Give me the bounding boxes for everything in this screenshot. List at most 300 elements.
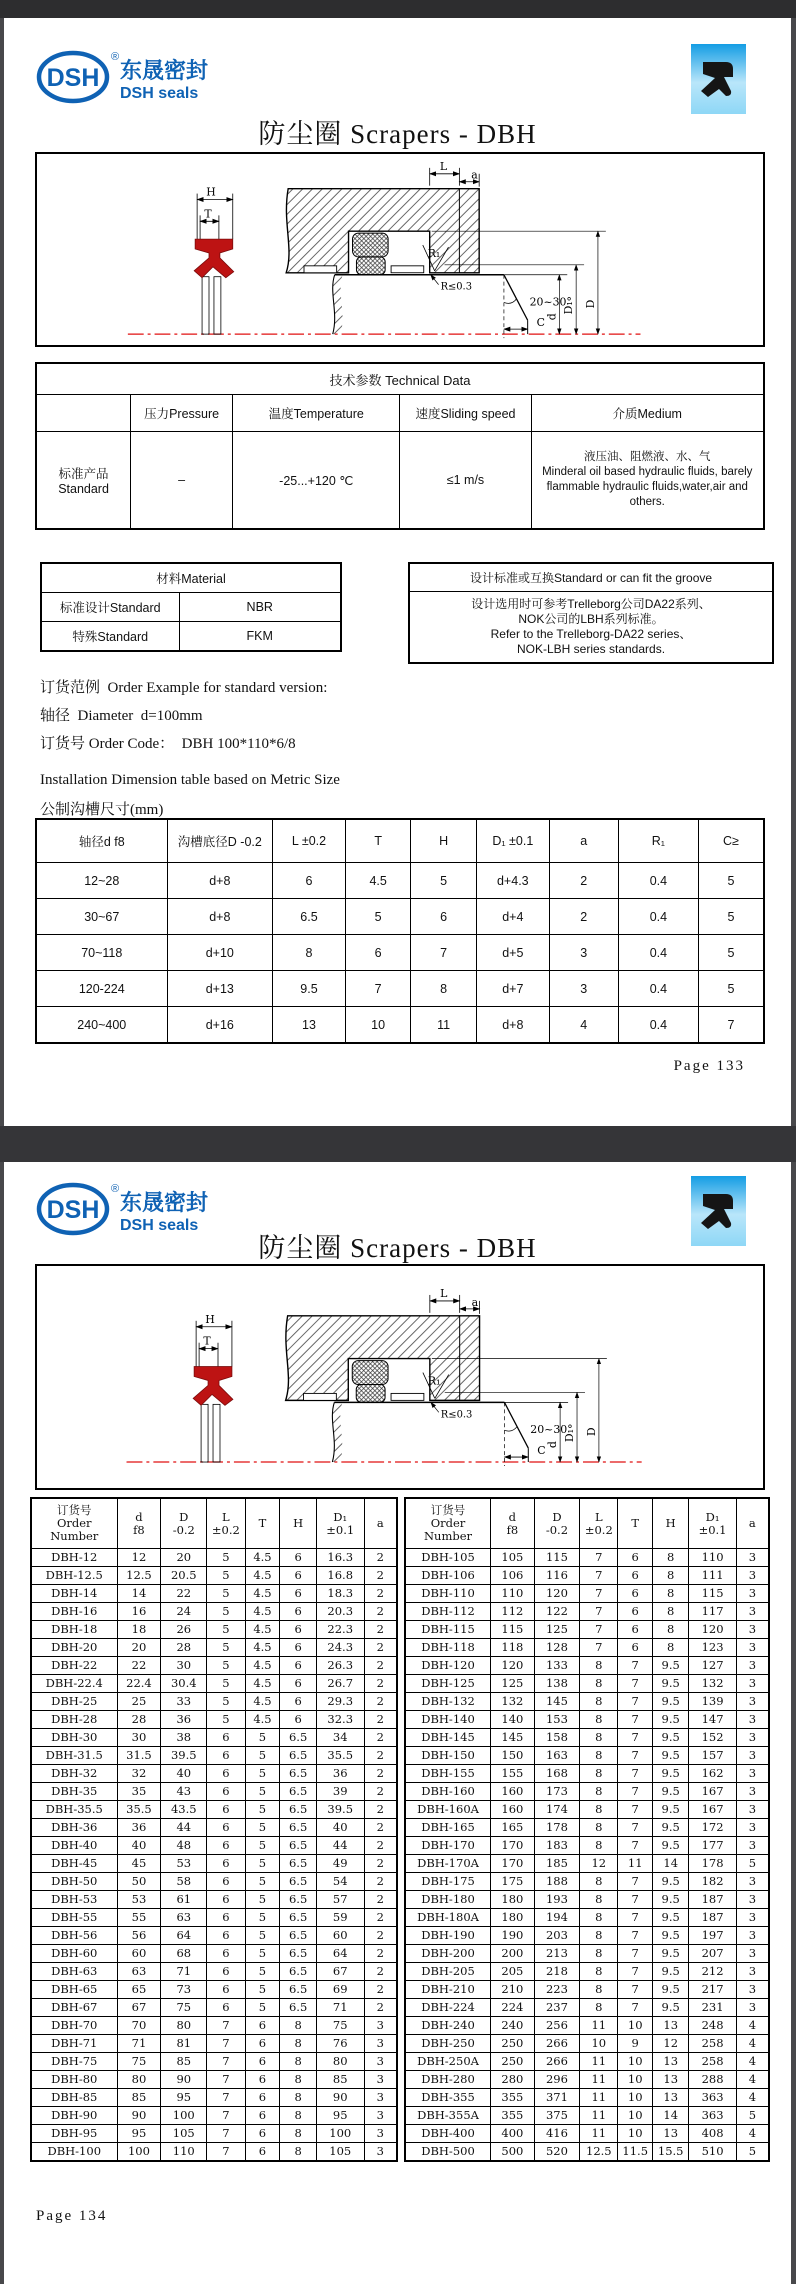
- table-cell: 408: [689, 2125, 736, 2143]
- table-row: [405, 1567, 769, 1585]
- table-cell: 13: [653, 2089, 689, 2107]
- table-cell: 10: [618, 2053, 653, 2071]
- table-cell: 3: [736, 1891, 769, 1909]
- page-divider: [0, 1126, 796, 1162]
- table-cell: 8: [411, 971, 477, 1007]
- table-cell: 8: [580, 1765, 618, 1783]
- table-cell: 5: [207, 1567, 245, 1585]
- table-cell: DBH-18: [31, 1621, 117, 1639]
- table-cell: 50: [117, 1873, 161, 1891]
- table-cell: 7: [618, 1783, 653, 1801]
- table-row: [36, 863, 764, 899]
- table-cell: 6.5: [280, 1981, 317, 1999]
- table-cell: d+8: [167, 863, 273, 899]
- table-cell: d+8: [167, 899, 273, 935]
- table-cell: 8: [580, 1693, 618, 1711]
- table-cell: 75: [117, 2053, 161, 2071]
- table-cell: 8: [580, 1909, 618, 1927]
- table-row: [31, 1639, 397, 1657]
- table-cell: DBH-170: [405, 1837, 491, 1855]
- table-cell: 2: [364, 1711, 397, 1729]
- table-row: [31, 1873, 397, 1891]
- column-header: 介质Medium: [531, 395, 764, 432]
- table-cell: 特殊Standard: [41, 622, 179, 652]
- table-cell: 13: [653, 2071, 689, 2089]
- table-cell: DBH-180A: [405, 1909, 491, 1927]
- table-cell: 12: [653, 2035, 689, 2053]
- table-cell: 43.5: [161, 1801, 207, 1819]
- row-label-en: Standard: [58, 482, 109, 496]
- table-cell: 8: [580, 1927, 618, 1945]
- table-cell: DBH-132: [405, 1693, 491, 1711]
- table-cell: 174: [534, 1801, 580, 1819]
- table-cell: 5: [207, 1621, 245, 1639]
- table-cell: 28: [161, 1639, 207, 1657]
- table-cell: 10: [618, 2071, 653, 2089]
- table-cell: 39: [316, 1783, 364, 1801]
- table-cell: 5: [245, 1873, 280, 1891]
- table-cell: 7: [618, 1801, 653, 1819]
- table-cell: 7: [207, 2035, 245, 2053]
- table-cell: 8: [653, 1603, 689, 1621]
- table-cell: 8: [580, 1981, 618, 1999]
- table-cell: 9.5: [653, 1729, 689, 1747]
- table-cell: 163: [534, 1747, 580, 1765]
- table-cell: 6: [618, 1621, 653, 1639]
- table-cell: 157: [689, 1747, 736, 1765]
- column-header: d f8: [491, 1498, 535, 1549]
- table-cell: 30~67: [36, 899, 167, 935]
- row-label: [36, 432, 131, 530]
- table-cell: 138: [534, 1675, 580, 1693]
- table-cell: 70~118: [36, 935, 167, 971]
- column-header: C≥: [698, 819, 764, 863]
- table-cell: 9.5: [653, 1765, 689, 1783]
- table-cell: 10: [618, 2107, 653, 2125]
- table-cell: 8: [653, 1621, 689, 1639]
- table-row: [31, 2107, 397, 2125]
- table-cell: 6: [280, 1693, 317, 1711]
- table-cell: DBH-32: [31, 1765, 117, 1783]
- table-cell: 6: [280, 1711, 317, 1729]
- table-row: [31, 2053, 397, 2071]
- table-cell: 4.5: [245, 1657, 280, 1675]
- table-cell: 3: [736, 1873, 769, 1891]
- table-cell: 3: [364, 2035, 397, 2053]
- column-header: 订货号 Order Number: [31, 1498, 117, 1549]
- table-cell: 8: [580, 1711, 618, 1729]
- table-cell: 39.5: [161, 1747, 207, 1765]
- table-cell: 4: [736, 2017, 769, 2035]
- table-cell: DBH-155: [405, 1765, 491, 1783]
- table-cell: 510: [689, 2143, 736, 2162]
- table-cell: 6: [207, 1891, 245, 1909]
- table-cell: 133: [534, 1657, 580, 1675]
- table-cell: 8: [580, 1837, 618, 1855]
- table-cell: 115: [689, 1585, 736, 1603]
- table-cell: 9.5: [653, 1873, 689, 1891]
- column-header: T: [345, 819, 411, 863]
- table-cell: 4: [736, 2089, 769, 2107]
- table-cell: DBH-45: [31, 1855, 117, 1873]
- table-cell: 6.5: [280, 1963, 317, 1981]
- table-cell: DBH-20: [31, 1639, 117, 1657]
- table-row: [31, 1999, 397, 2017]
- table-cell: DBH-190: [405, 1927, 491, 1945]
- table-cell: 18: [117, 1621, 161, 1639]
- table-cell: 85: [161, 2053, 207, 2071]
- table-row: [405, 2035, 769, 2053]
- table-cell: 8: [280, 2125, 317, 2143]
- page-number: Page 133: [673, 1058, 745, 1074]
- table-cell: 90: [161, 2071, 207, 2089]
- table-cell: 63: [117, 1963, 161, 1981]
- table-cell: 256: [534, 2017, 580, 2035]
- table-row: [31, 1747, 397, 1765]
- table-cell: 120: [689, 1621, 736, 1639]
- table-cell: 6: [207, 1783, 245, 1801]
- table-cell: 180: [491, 1909, 535, 1927]
- column-header: H: [411, 819, 477, 863]
- table-cell: DBH-14: [31, 1585, 117, 1603]
- table-cell: 7: [618, 1657, 653, 1675]
- table-cell: 90: [316, 2089, 364, 2107]
- table-cell: 6: [245, 2089, 280, 2107]
- seal-profile-icon: [691, 44, 746, 114]
- table-cell: 3: [364, 2053, 397, 2071]
- table-cell: 0.4: [618, 971, 698, 1007]
- table-cell: 30: [161, 1657, 207, 1675]
- table-cell: 9.5: [653, 1963, 689, 1981]
- table-cell: 5: [207, 1675, 245, 1693]
- table-cell: 24: [161, 1603, 207, 1621]
- table-cell: 7: [618, 1675, 653, 1693]
- order-example-line: 订货范例 Order Example for standard version:: [40, 680, 328, 696]
- table-cell: 5: [207, 1639, 245, 1657]
- table-cell: 95: [161, 2089, 207, 2107]
- table-cell: 6: [245, 2035, 280, 2053]
- table-cell: 11: [411, 1007, 477, 1044]
- table-cell: 8: [580, 1891, 618, 1909]
- material-title: 材料Material: [41, 563, 341, 593]
- table-cell: 4.5: [245, 1639, 280, 1657]
- table-row: [405, 1981, 769, 1999]
- table-cell: 35.5: [117, 1801, 161, 1819]
- table-cell: 3: [736, 1675, 769, 1693]
- table-cell: 85: [316, 2071, 364, 2089]
- table-cell: 2: [364, 1567, 397, 1585]
- table-cell: 30.4: [161, 1675, 207, 1693]
- table-cell: 175: [491, 1873, 535, 1891]
- table-cell: 7: [207, 2143, 245, 2162]
- table-cell: 105: [491, 1549, 535, 1567]
- table-row: [31, 1729, 397, 1747]
- table-cell: 224: [491, 1999, 535, 2017]
- table-cell: 13: [653, 2053, 689, 2071]
- table-cell: 416: [534, 2125, 580, 2143]
- table-cell: 14: [653, 2107, 689, 2125]
- table-cell: 6.5: [280, 1801, 317, 1819]
- table-cell: DBH-35.5: [31, 1801, 117, 1819]
- table-cell: 2: [364, 1891, 397, 1909]
- table-cell: 9.5: [653, 1783, 689, 1801]
- table-cell: 3: [736, 1549, 769, 1567]
- table-cell: 6.5: [280, 1909, 317, 1927]
- column-header: D -0.2: [161, 1498, 207, 1549]
- table-cell: DBH-175: [405, 1873, 491, 1891]
- table-cell: 59: [316, 1909, 364, 1927]
- table-row: [405, 1855, 769, 1873]
- table-cell: 7: [580, 1621, 618, 1639]
- table-cell: 500: [491, 2143, 535, 2162]
- table-cell: 212: [689, 1963, 736, 1981]
- table-cell: 7: [618, 1945, 653, 1963]
- table-cell: 32.3: [316, 1711, 364, 1729]
- table-cell: 2: [364, 1855, 397, 1873]
- table-cell: 6: [280, 1675, 317, 1693]
- table-cell: 3: [549, 971, 618, 1007]
- table-cell: 4.5: [245, 1585, 280, 1603]
- table-cell: 35.5: [316, 1747, 364, 1765]
- table-cell: 6: [207, 1909, 245, 1927]
- table-row: [405, 2071, 769, 2089]
- table-cell: 2: [364, 1765, 397, 1783]
- table-row: [31, 2125, 397, 2143]
- table-cell: DBH-170A: [405, 1855, 491, 1873]
- table-row: [405, 1657, 769, 1675]
- table-cell: 8: [580, 1963, 618, 1981]
- table-cell: 4: [549, 1007, 618, 1044]
- table-cell: 8: [280, 2035, 317, 2053]
- table-cell: 26.7: [316, 1675, 364, 1693]
- table-cell: 7: [618, 1729, 653, 1747]
- tech-data-table: [35, 362, 765, 530]
- table-row: [31, 1765, 397, 1783]
- table-cell: 7: [618, 1747, 653, 1765]
- table-cell: 8: [580, 1801, 618, 1819]
- table-cell: 12: [580, 1855, 618, 1873]
- table-cell: DBH-85: [31, 2089, 117, 2107]
- table-cell: 3: [736, 1585, 769, 1603]
- table-cell: DBH-35: [31, 1783, 117, 1801]
- table-cell: 20.5: [161, 1567, 207, 1585]
- table-row: [405, 1585, 769, 1603]
- logo-text-cn: 东晟密封: [120, 58, 209, 83]
- table-cell: 355: [491, 2107, 535, 2125]
- table-row: [36, 1007, 764, 1044]
- table-cell: 22: [161, 1585, 207, 1603]
- table-cell: 240: [491, 2017, 535, 2035]
- table-cell: 0.4: [618, 1007, 698, 1044]
- table-cell: 3: [736, 1909, 769, 1927]
- table-cell: 3: [736, 1639, 769, 1657]
- table-cell: 10: [618, 2125, 653, 2143]
- table-cell: 28: [117, 1711, 161, 1729]
- table-cell: 3: [364, 2143, 397, 2162]
- table-cell: 7: [207, 2071, 245, 2089]
- table-row: [31, 1567, 397, 1585]
- table-row: [405, 1963, 769, 1981]
- table-cell: 7: [698, 1007, 764, 1044]
- table-row: [31, 1675, 397, 1693]
- table-cell: 178: [689, 1855, 736, 1873]
- table-cell: 3: [736, 1819, 769, 1837]
- table-row: [405, 2125, 769, 2143]
- table-cell: 44: [161, 1819, 207, 1837]
- table-cell: 2: [364, 1999, 397, 2017]
- table-cell: 9.5: [653, 1927, 689, 1945]
- table-row: [405, 1927, 769, 1945]
- table-cell: 6: [207, 1765, 245, 1783]
- column-header: D₁ ±0.1: [316, 1498, 364, 1549]
- table-cell: 58: [161, 1873, 207, 1891]
- table-cell: 7: [618, 1819, 653, 1837]
- table-cell: 178: [534, 1819, 580, 1837]
- table-cell: 10: [618, 2089, 653, 2107]
- table-cell: 45: [117, 1855, 161, 1873]
- table-cell: 248: [689, 2017, 736, 2035]
- table-cell: DBH-53: [31, 1891, 117, 1909]
- table-cell: 3: [736, 1963, 769, 1981]
- table-cell: 152: [689, 1729, 736, 1747]
- table-cell: 25: [117, 1693, 161, 1711]
- table-cell: 6.5: [280, 1765, 317, 1783]
- table-cell: 140: [491, 1711, 535, 1729]
- technical-drawing: [35, 1264, 765, 1490]
- size-table-left: [30, 1497, 398, 2162]
- table-cell: 71: [316, 1999, 364, 2017]
- order-example-line: 订货号 Order Code： DBH 100*110*6/8: [40, 736, 296, 752]
- table-cell: 280: [491, 2071, 535, 2089]
- table-cell: 110: [491, 1585, 535, 1603]
- table-cell: 400: [491, 2125, 535, 2143]
- table-row: [405, 1891, 769, 1909]
- table-cell: 12.5: [117, 1567, 161, 1585]
- table-row: [405, 1999, 769, 2017]
- table-cell: DBH-30: [31, 1729, 117, 1747]
- table-cell: 29.3: [316, 1693, 364, 1711]
- table-cell: 355: [491, 2089, 535, 2107]
- table-cell: 100: [316, 2125, 364, 2143]
- table-cell: 40: [117, 1837, 161, 1855]
- table-cell: 标准设计Standard: [41, 593, 179, 622]
- table-cell: 128: [534, 1639, 580, 1657]
- table-cell: 6.5: [280, 1873, 317, 1891]
- table-cell: 4: [736, 2035, 769, 2053]
- table-cell: 6: [280, 1603, 317, 1621]
- table-cell: 11: [580, 2017, 618, 2035]
- table-cell: DBH-100: [31, 2143, 117, 2162]
- page-number: Page 134: [36, 2208, 108, 2224]
- table-row: [36, 935, 764, 971]
- table-cell: 5: [698, 935, 764, 971]
- table-cell: 6: [207, 1927, 245, 1945]
- table-cell: 53: [161, 1855, 207, 1873]
- table-cell: 3: [736, 1567, 769, 1585]
- table-row: [405, 1765, 769, 1783]
- table-cell: 55: [117, 1909, 161, 1927]
- table-cell: 7: [345, 971, 411, 1007]
- table-cell: 111: [689, 1567, 736, 1585]
- table-cell: 49: [316, 1855, 364, 1873]
- table-cell: DBH-150: [405, 1747, 491, 1765]
- table-cell: 7: [618, 1873, 653, 1891]
- table-cell: 9.5: [653, 1819, 689, 1837]
- metric-unit-label: 公制沟槽尺寸(mm): [40, 802, 164, 818]
- table-cell: DBH-12.5: [31, 1567, 117, 1585]
- standard-text-line: NOK公司的LBH系列标准。: [518, 612, 664, 626]
- table-cell: 6.5: [280, 1783, 317, 1801]
- table-cell: d+7: [476, 971, 549, 1007]
- medium-en: Minderal oil based hydraulic fluids, barely flammable hydraulic fluids,water,air and others.: [542, 466, 753, 508]
- table-cell: 22.3: [316, 1621, 364, 1639]
- table-cell: 6: [207, 1801, 245, 1819]
- table-cell: 13: [653, 2017, 689, 2035]
- table-row: [31, 1819, 397, 1837]
- table-row: [36, 899, 764, 935]
- table-row: [405, 1603, 769, 1621]
- table-cell: 6: [618, 1585, 653, 1603]
- table-row: [31, 1801, 397, 1819]
- table-cell: DBH-75: [31, 2053, 117, 2071]
- table-cell: 5: [207, 1585, 245, 1603]
- table-cell: 187: [689, 1891, 736, 1909]
- standard-title: 设计标准或互换Standard or can fit the groove: [410, 564, 772, 592]
- table-row: [405, 1819, 769, 1837]
- table-cell: 6: [280, 1657, 317, 1675]
- table-cell: 9.5: [653, 1891, 689, 1909]
- table-cell: 2: [364, 1729, 397, 1747]
- table-cell: d+8: [476, 1007, 549, 1044]
- table-cell: 6.5: [280, 1837, 317, 1855]
- logo-text-dsh: DSH: [46, 64, 100, 92]
- table-cell: 185: [534, 1855, 580, 1873]
- table-cell: DBH-22.4: [31, 1675, 117, 1693]
- table-row: [405, 1801, 769, 1819]
- table-row: [31, 1927, 397, 1945]
- table-cell: DBH-50: [31, 1873, 117, 1891]
- table-cell: DBH-160A: [405, 1801, 491, 1819]
- column-header: D₁ ±0.1: [689, 1498, 736, 1549]
- row-label-cn: 标准产品: [58, 467, 109, 481]
- table-cell: 172: [689, 1819, 736, 1837]
- table-cell: 6: [245, 2125, 280, 2143]
- table-cell: DBH-28: [31, 1711, 117, 1729]
- table-row: [31, 1693, 397, 1711]
- table-cell: 73: [161, 1981, 207, 1999]
- table-cell: DBH-70: [31, 2017, 117, 2035]
- table-cell: 110: [689, 1549, 736, 1567]
- table-row: [405, 1729, 769, 1747]
- table-cell: DBH-115: [405, 1621, 491, 1639]
- table-cell: 2: [364, 1675, 397, 1693]
- table-cell: 6.5: [280, 1945, 317, 1963]
- table-cell: 14: [653, 1855, 689, 1873]
- table-cell: 6: [280, 1585, 317, 1603]
- table-cell: 5: [736, 2143, 769, 2162]
- table-cell: 18.3: [316, 1585, 364, 1603]
- table-cell: 5: [698, 863, 764, 899]
- table-cell: 8: [580, 1819, 618, 1837]
- table-cell: 8: [280, 2053, 317, 2071]
- table-cell: DBH-105: [405, 1549, 491, 1567]
- table-cell: DBH-90: [31, 2107, 117, 2125]
- table-cell: DBH-80: [31, 2071, 117, 2089]
- table-row: [31, 2071, 397, 2089]
- table-cell: 20: [117, 1639, 161, 1657]
- table-cell: 4.5: [245, 1549, 280, 1567]
- table-cell: 3: [736, 1981, 769, 1999]
